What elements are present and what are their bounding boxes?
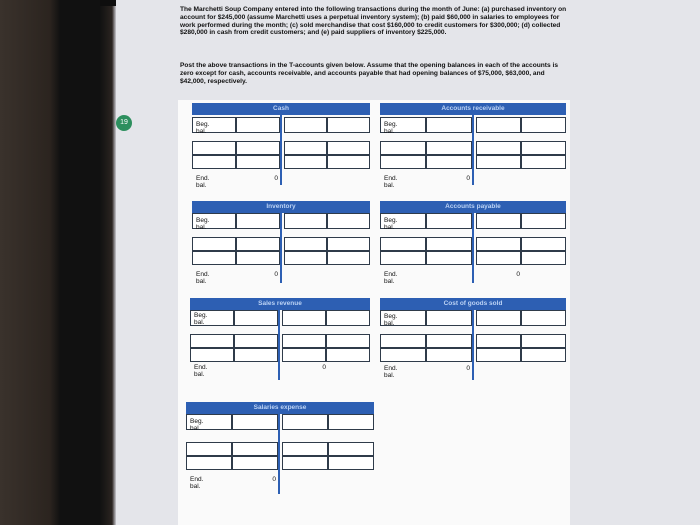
t-account-title: Sales revenue: [190, 298, 370, 310]
credit-cell[interactable]: [284, 251, 327, 265]
debit-cell[interactable]: [236, 141, 280, 155]
debit-cell[interactable]: [426, 334, 472, 348]
credit-cell[interactable]: [282, 334, 326, 348]
end-bal-value: 0: [466, 365, 470, 372]
end-bal-value: 0: [274, 175, 278, 182]
debit-cell[interactable]: [380, 155, 426, 169]
debit-cell[interactable]: [426, 310, 472, 326]
credit-cell[interactable]: [521, 310, 566, 326]
credit-cell[interactable]: [521, 348, 566, 362]
credit-cell[interactable]: [476, 334, 521, 348]
t-account-divider: [472, 115, 474, 185]
credit-cell[interactable]: [284, 237, 327, 251]
t-account-title: Cash: [192, 103, 370, 115]
beg-bal-label: Beg. bal.: [384, 217, 398, 231]
t-account-divider: [280, 115, 282, 185]
question-badge: 19: [116, 115, 132, 131]
debit-cell[interactable]: [192, 155, 236, 169]
end-bal-label: End. bal.: [384, 365, 398, 379]
debit-cell[interactable]: [232, 456, 278, 470]
credit-cell[interactable]: [284, 155, 327, 169]
end-bal-value: 0: [466, 175, 470, 182]
beg-bal-label: Beg. bal.: [194, 312, 208, 326]
credit-cell[interactable]: [326, 348, 370, 362]
beg-bal-label: Beg. bal.: [196, 217, 210, 231]
credit-cell[interactable]: [327, 251, 370, 265]
credit-cell[interactable]: [521, 141, 566, 155]
debit-cell[interactable]: [186, 456, 232, 470]
beg-bal-label: Beg. bal.: [196, 121, 210, 135]
credit-cell[interactable]: [328, 442, 374, 456]
credit-cell[interactable]: [521, 251, 566, 265]
t-account-divider: [472, 310, 474, 380]
credit-cell[interactable]: [476, 348, 521, 362]
end-bal-value: 0: [516, 271, 520, 278]
credit-cell[interactable]: [327, 117, 370, 133]
debit-cell[interactable]: [186, 442, 232, 456]
credit-cell[interactable]: [476, 155, 521, 169]
end-bal-label: End. bal.: [194, 364, 208, 378]
debit-cell[interactable]: [232, 442, 278, 456]
end-bal-label: End. bal.: [384, 175, 398, 189]
debit-cell[interactable]: [236, 237, 280, 251]
end-bal-value: 0: [322, 364, 326, 371]
debit-cell[interactable]: [380, 251, 426, 265]
end-bal-label: End. bal.: [190, 476, 204, 490]
t-account-title: Inventory: [192, 201, 370, 213]
debit-cell[interactable]: [426, 141, 472, 155]
credit-cell[interactable]: [328, 414, 374, 430]
t-account-title: Accounts receivable: [380, 103, 566, 115]
debit-cell[interactable]: [380, 141, 426, 155]
problem-instruction: Post the above transactions in the T-accounts given below. Assume that the opening balances in each of the accounts is zero except for cash, accounts receivable, and accounts payable that had opening balances of $75,000, $63,000, and $42,000, respectively.: [180, 62, 558, 85]
credit-cell[interactable]: [476, 310, 521, 326]
t-account-title: Cost of goods sold: [380, 298, 566, 310]
debit-cell[interactable]: [426, 251, 472, 265]
beg-bal-label: Beg. bal.: [384, 121, 398, 135]
credit-cell[interactable]: [476, 117, 521, 133]
t-account-divider: [278, 414, 280, 494]
debit-cell[interactable]: [192, 251, 236, 265]
debit-cell[interactable]: [190, 334, 234, 348]
credit-cell[interactable]: [284, 213, 327, 229]
credit-cell[interactable]: [326, 310, 370, 326]
credit-cell[interactable]: [521, 334, 566, 348]
debit-cell[interactable]: [380, 237, 426, 251]
credit-cell[interactable]: [476, 237, 521, 251]
debit-cell[interactable]: [426, 117, 472, 133]
debit-cell[interactable]: [236, 213, 280, 229]
credit-cell[interactable]: [282, 456, 328, 470]
debit-cell[interactable]: [192, 141, 236, 155]
t-account-divider: [472, 213, 474, 283]
credit-cell[interactable]: [521, 117, 566, 133]
credit-cell[interactable]: [521, 237, 566, 251]
t-account-title: Accounts payable: [380, 201, 566, 213]
debit-cell[interactable]: [232, 414, 278, 430]
credit-cell[interactable]: [327, 155, 370, 169]
problem-intro: The Marchetti Soup Company entered into the following transactions during the month of June: (a) purchased inventory on account for $245,000 (assume Marchetti uses a perpetual inventory system); (b) paid $60,000 in salaries to employees for work performed during the month; (c) sold merchandise that cost $160,000 to credit customers for $300,000; (d) collected $280,000 in cash from credit customers; and (e) paid suppliers of inventory $225,000.: [180, 6, 567, 37]
credit-cell[interactable]: [282, 442, 328, 456]
t-account-divider: [280, 213, 282, 283]
credit-cell[interactable]: [327, 237, 370, 251]
debit-cell[interactable]: [234, 334, 278, 348]
beg-bal-label: Beg. bal.: [190, 418, 204, 432]
debit-cell[interactable]: [190, 348, 234, 362]
debit-cell[interactable]: [236, 117, 280, 133]
credit-cell[interactable]: [284, 141, 327, 155]
debit-cell[interactable]: [426, 155, 472, 169]
credit-cell[interactable]: [327, 213, 370, 229]
credit-cell[interactable]: [476, 141, 521, 155]
debit-cell[interactable]: [234, 348, 278, 362]
debit-cell[interactable]: [236, 155, 280, 169]
credit-cell[interactable]: [521, 213, 566, 229]
debit-cell[interactable]: [426, 237, 472, 251]
credit-cell[interactable]: [328, 456, 374, 470]
end-bal-label: End. bal.: [196, 175, 210, 189]
beg-bal-label: Beg. bal.: [384, 313, 398, 327]
debit-cell[interactable]: [236, 251, 280, 265]
end-bal-value: 0: [274, 271, 278, 278]
debit-cell[interactable]: [192, 237, 236, 251]
credit-cell[interactable]: [521, 155, 566, 169]
credit-cell[interactable]: [476, 251, 521, 265]
t-account-divider: [278, 310, 280, 380]
credit-cell[interactable]: [282, 310, 326, 326]
credit-cell[interactable]: [476, 213, 521, 229]
credit-cell[interactable]: [282, 414, 328, 430]
credit-cell[interactable]: [326, 334, 370, 348]
end-bal-value: 0: [272, 476, 276, 483]
end-bal-label: End. bal.: [196, 271, 210, 285]
t-account-title: Salaries expense: [186, 402, 374, 414]
credit-cell[interactable]: [284, 117, 327, 133]
debit-cell[interactable]: [426, 213, 472, 229]
debit-cell[interactable]: [426, 348, 472, 362]
debit-cell[interactable]: [380, 334, 426, 348]
end-bal-label: End. bal.: [384, 271, 398, 285]
debit-cell[interactable]: [380, 348, 426, 362]
credit-cell[interactable]: [282, 348, 326, 362]
debit-cell[interactable]: [234, 310, 278, 326]
credit-cell[interactable]: [327, 141, 370, 155]
